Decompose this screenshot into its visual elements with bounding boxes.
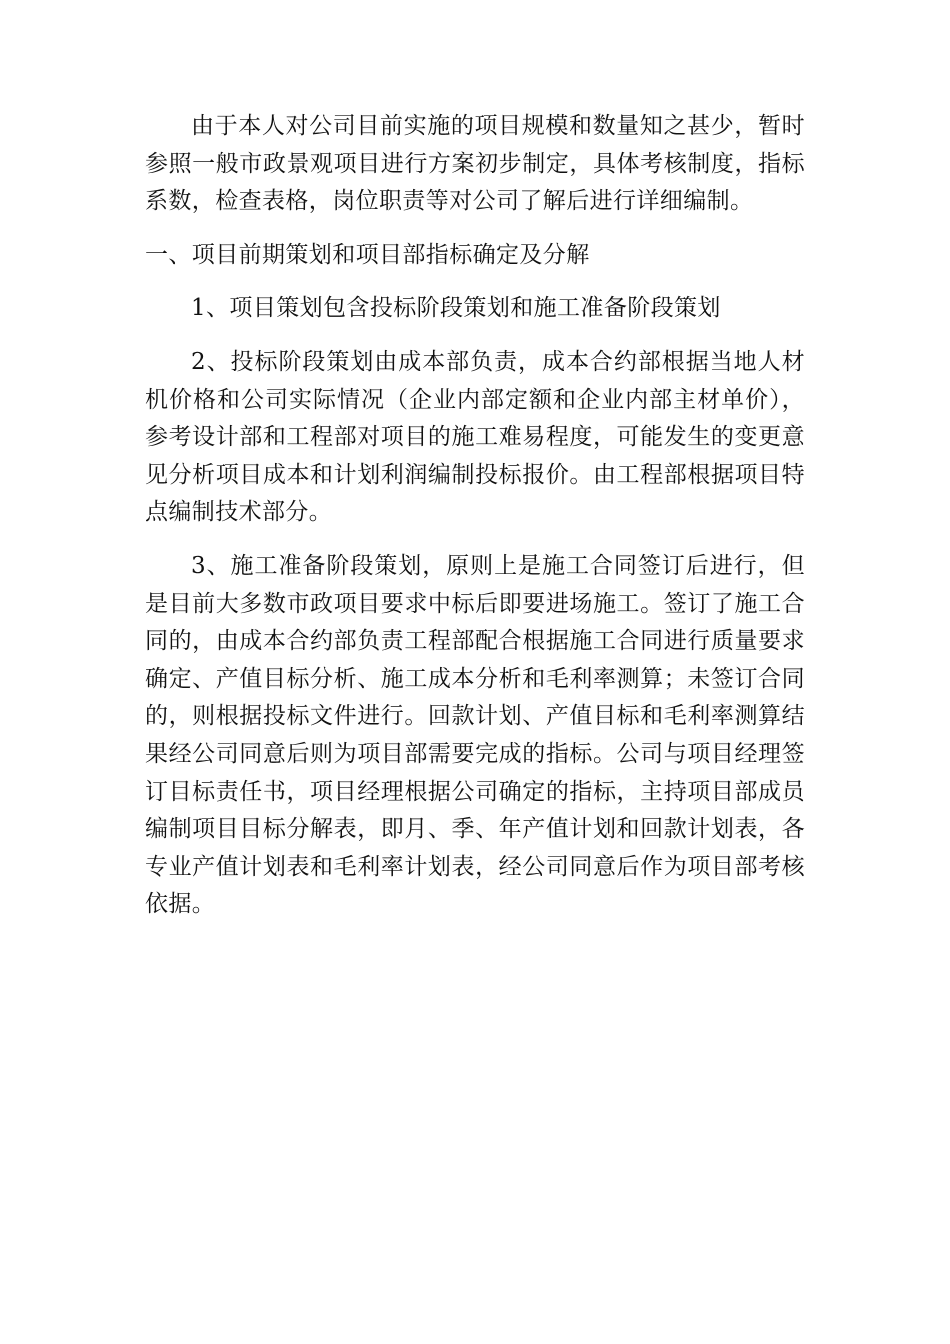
document-body xyxy=(145,108,805,944)
item-3-paragraph: 3、施工准备阶段策划，原则上是施工合同签订后进行，但是目前大多数市政项目要求中标后即要进场施工。签订了施工合同的，由成本合约部负责工程部配合根据施工合同进行质量要求确定、产值目标分析、施工成本分析和毛利率测算；未签订合同的，则根据投标文件进行。回款计划、产值目标和毛利率测算结果经公司同意后则为项目部需要完成的指标。公司与项目经理签订目标责任书，项目经理根据公司确定的指标，主持项目部成员编制项目目标分解表，即月、季、年产值计划和回款计划表，各专业产值计划表和毛利率计划表，经公司同意后作为项目部考核依据。 xyxy=(145,552,805,918)
item-2-paragraph: 2、投标阶段策划由成本部负责，成本合约部根据当地人材机价格和公司实际情况（企业内部定额和企业内部主材单价），参考设计部和工程部对项目的施工难易程度，可能发生的变更意见分析项目成本和计划利润编制投标报价。由工程部根据项目特点编制技术部分。 xyxy=(145,348,805,526)
intro-paragraph: 由于本人对公司目前实施的项目规模和数量知之甚少，暂时参照一般市政景观项目进行方案初步制定，具体考核制度，指标系数，检查表格，岗位职责等对公司了解后进行详细编制。 xyxy=(145,113,805,215)
section-heading: 一、项目前期策划和项目部指标确定及分解 xyxy=(145,241,590,268)
item-1-paragraph: 1、项目策划包含投标阶段策划和施工准备阶段策划 xyxy=(191,295,721,322)
